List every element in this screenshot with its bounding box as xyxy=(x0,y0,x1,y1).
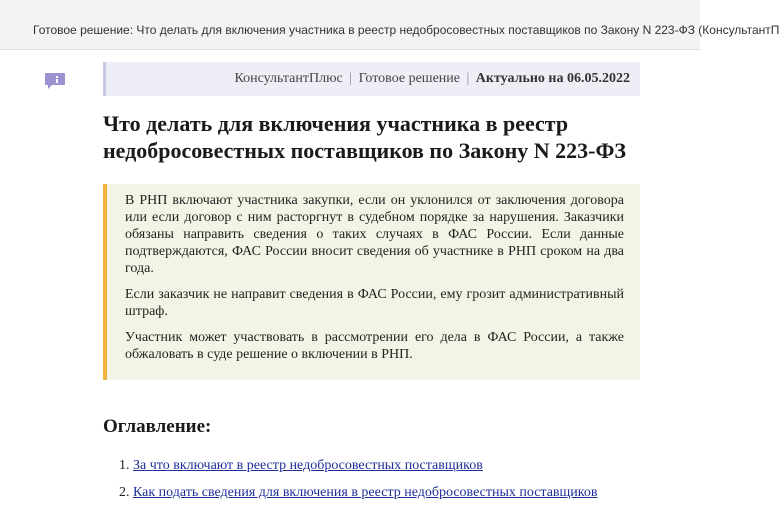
summary-box xyxy=(103,184,640,380)
toc-item-number: 2. xyxy=(119,485,130,500)
meta-separator: | xyxy=(349,71,353,86)
toc-heading: Оглавление: xyxy=(103,416,212,437)
toc-item xyxy=(103,458,663,485)
document-title: Что делать для включения участника в реестр недобросовестных поставщиков по Закону N 223-ФЗ xyxy=(103,111,627,163)
document-meta-bar xyxy=(103,62,640,96)
tab-title[interactable]: Готовое решение: Что делать для включения участника в реестр недобросовестных поставщиков по Закону N 223-ФЗ (КонсультантП xyxy=(33,23,779,37)
summary-paragraph: Участник может участвовать в рассмотрении его дела в ФАС России, а также обжаловать в суде решение о включении в РНП. xyxy=(125,330,624,362)
meta-separator: | xyxy=(466,71,470,86)
doc-type-label: Готовое решение xyxy=(358,71,460,86)
toc-link[interactable]: Как подать сведения для включения в реестр недобросовестных поставщиков xyxy=(133,485,598,500)
summary-paragraph: В РНП включают участника закупки, если он уклонился от заключения договора или если договор с ним расторгнут в судебном порядке за нарушения. Заказчики обязаны направить сведения о таких случаях в ФАС России. Если данные подтверждаются, ФАС России вносит сведения об участнике в РНП сроком на два года. xyxy=(125,193,624,276)
toc-link[interactable]: За что включают в реестр недобросовестных поставщиков xyxy=(133,458,483,473)
tab-bar xyxy=(0,0,779,50)
actual-date-label: Актуально на 06.05.2022 xyxy=(475,71,630,86)
chat-bubble-icon[interactable] xyxy=(44,72,66,90)
toc-item xyxy=(103,485,663,512)
table-of-contents xyxy=(103,458,663,512)
toc-item-number: 1. xyxy=(119,458,130,473)
source-label: КонсультантПлюс xyxy=(234,71,343,86)
summary-paragraph: Если заказчик не направит сведения в ФАС России, ему грозит административный штраф. xyxy=(125,287,624,319)
